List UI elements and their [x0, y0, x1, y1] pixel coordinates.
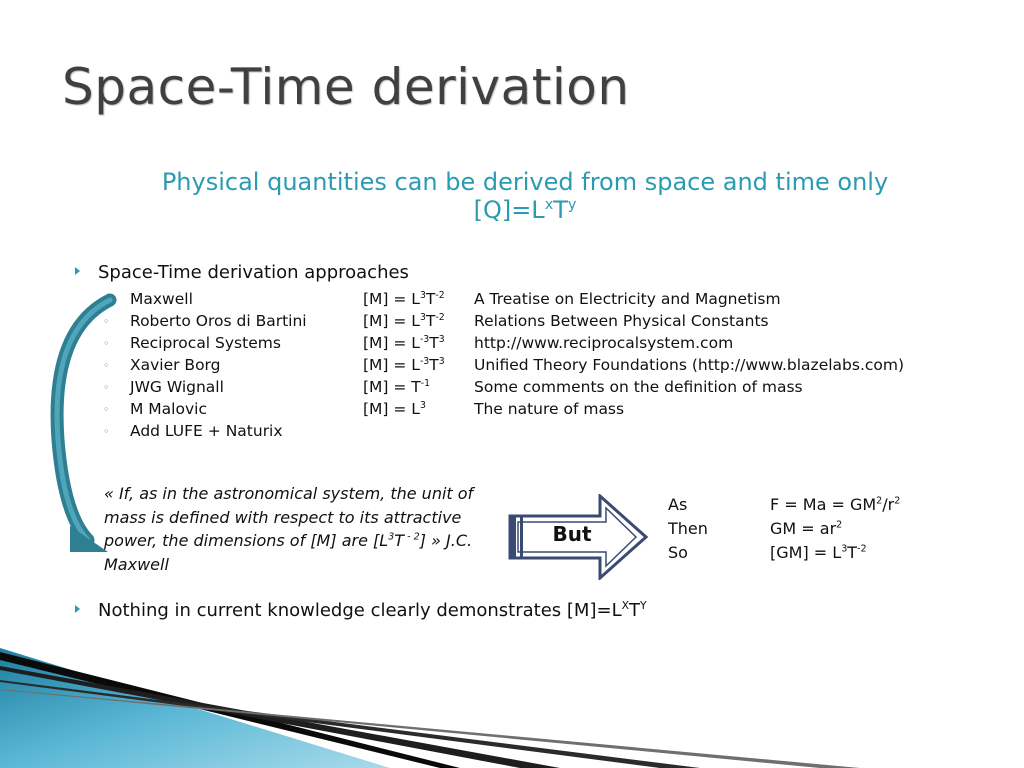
- relation-formula: [770, 540, 900, 564]
- subtitle: [0, 168, 1024, 224]
- formula-mid: T: [425, 290, 436, 308]
- bullet-conclusion-exp1: X: [621, 599, 629, 612]
- formula-base: [M] = L: [363, 334, 420, 352]
- formula-y-exp: y: [567, 197, 577, 213]
- approach-name: Maxwell: [130, 290, 193, 308]
- formula-base: [M] = L: [363, 312, 420, 330]
- relation-base: F = Ma = GM: [770, 494, 877, 514]
- bullet-approaches-text: Space-Time derivation approaches: [98, 262, 409, 283]
- approach-row: [103, 288, 904, 310]
- approach-row: [103, 310, 904, 332]
- formula-mid: T: [553, 196, 568, 224]
- relation-key: As: [668, 494, 688, 514]
- formula-base: [M] = L: [363, 290, 420, 308]
- formula-prefix: [Q]=L: [473, 196, 545, 224]
- bullet-conclusion-text: Nothing in current knowledge clearly demonstrates [M]=L: [98, 600, 622, 621]
- approach-name: Roberto Oros di Bartini: [130, 312, 307, 330]
- formula-exp1: 3: [419, 289, 426, 301]
- formula-base: [M] = T: [363, 378, 421, 396]
- subtitle-text: Physical quantities can be derived from space and time only: [161, 168, 889, 196]
- relation-base: [GM] = L: [770, 542, 842, 562]
- approach-name: Xavier Borg: [130, 356, 221, 374]
- approach-reference: http://www.reciprocalsystem.com: [474, 334, 734, 352]
- formula-mid: T: [429, 356, 439, 374]
- but-label: But: [552, 522, 592, 546]
- relation-base: GM = ar: [770, 518, 837, 538]
- bullet-conclusion-exp2: Y: [640, 599, 647, 612]
- approach-formula: [363, 288, 474, 310]
- relation-formula: [770, 492, 900, 516]
- formula-base: [M] = L: [363, 400, 420, 418]
- relation-mid: T: [847, 542, 858, 562]
- approach-formula: [363, 420, 474, 442]
- bullet-arrow-icon: [75, 605, 80, 613]
- relation-mid: /r: [882, 494, 895, 514]
- formula-exp2: 3: [438, 355, 445, 367]
- sub-bullet-icon: ◦: [103, 380, 110, 394]
- sub-bullet-icon: ◦: [103, 292, 110, 306]
- relation-row: [668, 516, 900, 540]
- formula-exp2: -2: [435, 289, 445, 301]
- quote-part-3: ] » J.C. Maxwell: [104, 531, 473, 574]
- formula-base: [M] = L: [363, 356, 420, 374]
- relation-exp1: 2: [836, 519, 843, 531]
- approach-name: Reciprocal Systems: [130, 334, 281, 352]
- approach-formula: [363, 332, 474, 354]
- approach-row: [103, 354, 904, 376]
- formula-exp2: 3: [438, 333, 445, 345]
- relation-exp1: 2: [876, 495, 883, 507]
- bullet-approaches: [75, 262, 409, 283]
- relation-exp2: -2: [857, 543, 867, 555]
- relation-row: [668, 540, 900, 564]
- approach-formula: [363, 354, 474, 376]
- approach-reference: The nature of mass: [474, 400, 625, 418]
- sub-bullet-icon: ◦: [103, 358, 110, 372]
- approach-formula: [363, 310, 474, 332]
- formula-mid: T: [429, 334, 439, 352]
- bullet-arrow-icon: [75, 267, 80, 275]
- formula: [0, 196, 1024, 224]
- approach-reference: A Treatise on Electricity and Magnetism: [474, 290, 781, 308]
- approach-reference: Relations Between Physical Constants: [474, 312, 769, 330]
- approaches-table: [103, 288, 904, 442]
- sub-bullet-icon: ◦: [103, 336, 110, 350]
- approach-reference: Unified Theory Foundations (http://www.blazelabs.com): [474, 356, 905, 374]
- formula-exp1: -3: [419, 333, 430, 345]
- relations-table: [668, 492, 900, 564]
- relation-exp2: 2: [894, 495, 901, 507]
- sub-bullet-icon: ◦: [103, 402, 110, 416]
- maxwell-quote: [104, 482, 489, 576]
- relation-formula: [770, 516, 900, 540]
- sub-bullet-icon: ◦: [103, 424, 110, 438]
- formula-exp1: -1: [420, 377, 431, 389]
- approach-formula: [363, 398, 474, 420]
- quote-part-1: « If, as in the astronomical system, the unit of mass is defined with respect to its attractive power, the dimensions of [M] are [L: [104, 484, 474, 550]
- approach-formula: [363, 376, 474, 398]
- formula-x-exp: x: [544, 197, 554, 213]
- formula-exp2: -2: [435, 311, 445, 323]
- bullet-conclusion-mid: T: [629, 600, 640, 621]
- approach-name: Add LUFE + Naturix: [130, 422, 283, 440]
- approach-row: [103, 332, 904, 354]
- decorative-stripes: [0, 640, 1024, 768]
- relation-key: Then: [668, 518, 708, 538]
- approach-name: JWG Wignall: [130, 378, 224, 396]
- approach-reference: Some comments on the definition of mass: [474, 378, 803, 396]
- approach-row: [103, 420, 904, 442]
- sub-bullet-icon: ◦: [103, 314, 110, 328]
- quote-exp-2: - 2: [404, 531, 420, 543]
- approach-row: [103, 376, 904, 398]
- slide-title: Space-Time derivation: [62, 58, 630, 116]
- formula-exp1: 3: [419, 399, 426, 411]
- relation-exp1: 3: [841, 543, 848, 555]
- quote-part-2: T: [394, 531, 405, 550]
- formula-exp1: -3: [419, 355, 430, 367]
- quote-exp-1: 3: [388, 531, 395, 543]
- relation-row: [668, 492, 900, 516]
- relation-key: So: [668, 542, 688, 562]
- approach-reference: [474, 420, 904, 442]
- approach-row: [103, 398, 904, 420]
- formula-exp1: 3: [419, 311, 426, 323]
- approach-name: M Malovic: [130, 400, 207, 418]
- formula-mid: T: [425, 312, 436, 330]
- bullet-conclusion: [75, 600, 647, 621]
